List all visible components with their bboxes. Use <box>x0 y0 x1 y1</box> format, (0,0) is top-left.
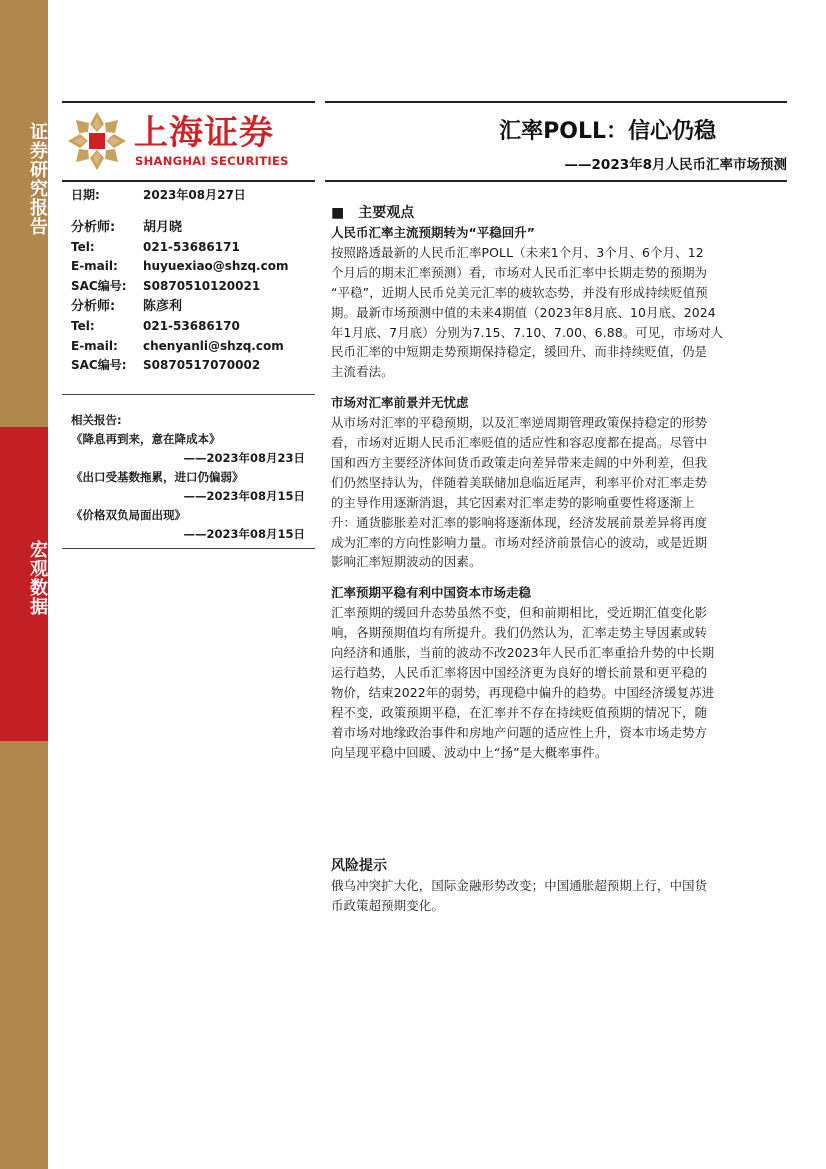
paragraph-line: 升：通货膨胀差对汇率的影响将逐渐体现，经济发展前景差异将再度 <box>331 514 708 530</box>
related-reports-heading: 相关报告: <box>71 413 122 427</box>
subsection-heading: 人民币汇率主流预期转为“平稳回升” <box>331 225 535 240</box>
tel-value: 021-53686171 <box>143 239 240 254</box>
tel-label: Tel: <box>71 318 95 333</box>
analyst-label: 分析师: <box>71 298 116 314</box>
section-title: ■ 主要观点 <box>331 205 415 221</box>
paragraph-line: 成为汇率的方向性影响力量。市场对经济前景信心的波动，或是近期 <box>331 534 708 550</box>
paragraph-line: 着市场对地缘政治事件和房地产问题的适应性上升，资本市场走势方 <box>331 724 708 740</box>
email-row <box>71 257 311 277</box>
analyst-name: 胡月晓 <box>143 219 183 235</box>
analyst-row <box>71 218 311 238</box>
report-title: 汇率POLL：信心仍稳 <box>499 119 716 144</box>
related-report-title[interactable]: 《降息再到来，意在降成本》 <box>71 432 221 446</box>
logo-english-name: SHANGHAI SECURITIES <box>135 154 289 168</box>
date-value: 2023年08月27日 <box>143 188 246 202</box>
sac-row <box>71 356 311 376</box>
paragraph-line: 影响汇率短期波动的因素。 <box>331 554 482 570</box>
divider <box>62 548 315 549</box>
related-report-title[interactable]: 《价格双负局面出现》 <box>71 508 186 522</box>
sac-row <box>71 277 311 297</box>
main-content <box>331 203 783 916</box>
tel-row <box>71 317 311 337</box>
paragraph-line: 向经济和通胀，当前的波动不改2023年人民币汇率重拾升势的中长期 <box>331 645 715 661</box>
email-link[interactable]: huyuexiao@shzq.com <box>143 259 289 274</box>
sidebar-category-label: 宏观数据 <box>27 540 48 616</box>
email-label: E-mail: <box>71 259 118 274</box>
analyst-label: 分析师: <box>71 219 116 235</box>
related-report-date: ——2023年08月23日 <box>183 451 305 465</box>
paragraph-line: 从市场对汇率的平稳预期，以及汇率逆周期管理政策保持稳定的形势 <box>331 415 708 431</box>
company-logo <box>66 110 288 172</box>
tel-label: Tel: <box>71 239 95 254</box>
divider <box>62 394 315 395</box>
report-info <box>71 186 311 376</box>
paragraph-line: 俄乌冲突扩大化，国际金融形势改变；中国通胀超预期上行，中国货 <box>331 878 708 894</box>
paragraph-line: 期。最新市场预测中值的未来4期值（2023年8月底、10月底、2024 <box>331 304 716 320</box>
analyst-name: 陈彦利 <box>143 298 183 314</box>
paragraph-line: 向呈现平稳中回暖、波动中上“扬”是大概率事件。 <box>331 744 608 760</box>
email-link[interactable]: chenyanli@shzq.com <box>143 338 284 353</box>
report-subtitle: ——2023年8月人民币汇率市场预测 <box>564 157 787 173</box>
date-row <box>71 186 311 206</box>
logo-mark-icon <box>66 110 128 172</box>
paragraph-line: “平稳”，近期人民币兑美元汇率的疲软态势，并没有形成持续贬值预 <box>331 284 708 300</box>
paragraph-line: 物价，结束2022年的弱势，再现稳中偏升的趋势。中国经济缓复苏进 <box>331 684 715 700</box>
sac-value: S0870517070002 <box>143 358 261 373</box>
divider <box>62 101 315 103</box>
email-row <box>71 337 311 357</box>
paragraph-line: 响，各期预期值均有所提升。我们仍然认为，汇率走势主导因素或转 <box>331 625 708 641</box>
paragraph-line: 们仍然坚持认为，伴随着美联储加息临近尾声，利率平价对汇率走势 <box>331 474 708 490</box>
paragraph-line: 国和西方主要经济体间货币政策走向差异带来走阔的中外利差，但我 <box>331 455 708 471</box>
paragraph-line: 汇率预期的缓回升态势虽然不变，但和前期相比，受近期汇值变化影 <box>331 605 708 621</box>
paragraph-line: 运行趋势，人民币汇率将因中国经济更为良好的增长前景和更平稳的 <box>331 665 708 681</box>
risk-paragraph <box>331 876 783 916</box>
paragraph-line: 币政策超预期变化。 <box>331 898 444 914</box>
paragraph-line: 看，市场对近期人民币汇率贬值的适应性和容忍度都在提高。尽管中 <box>331 435 708 451</box>
paragraph-line: 个月后的期末汇率预测）看，市场对人民币汇率中长期走势的预期为 <box>331 264 708 280</box>
tel-value: 021-53686170 <box>143 318 240 333</box>
tel-row <box>71 238 311 258</box>
paragraph <box>331 243 783 382</box>
sac-label: SAC编号: <box>71 279 127 294</box>
risk-heading: 风险提示 <box>331 858 387 875</box>
subsection-heading: 汇率预期平稳有利中国资本市场走稳 <box>331 585 532 601</box>
divider <box>325 180 787 182</box>
related-reports <box>71 410 305 544</box>
logo-chinese-name: 上海证券 <box>134 113 274 153</box>
paragraph-line: 民币汇率的中短期走势预期保持稳定，缓回升、而非持续贬值，仍是 <box>331 344 708 360</box>
paragraph-line: 程不变，政策预期平稳，在汇率并不存在持续贬值预期的情况下，随 <box>331 704 708 720</box>
sac-value: S0870510120021 <box>143 279 261 294</box>
related-report-title[interactable]: 《出口受基数拖累，进口仍偏弱》 <box>71 470 244 484</box>
sac-label: SAC编号: <box>71 358 127 373</box>
email-label: E-mail: <box>71 338 118 353</box>
paragraph <box>331 603 783 762</box>
paragraph-line: 年1月底、7月底）分别为7.15、7.10、7.00、6.88。可见，市场对人 <box>331 324 724 340</box>
subsection-heading: 市场对汇率前景并无忧虑 <box>331 395 469 411</box>
sidebar-report-type-label: 证券研究报告 <box>27 122 48 236</box>
paragraph-line: 主流看法。 <box>331 364 394 380</box>
analyst-row <box>71 297 311 317</box>
divider <box>325 101 787 103</box>
paragraph-line: 的主导作用逐渐消退，其它因素对汇率走势的影响重要性将逐渐上 <box>331 494 695 510</box>
paragraph <box>331 413 783 572</box>
related-report-date: ——2023年08月15日 <box>183 527 305 541</box>
divider <box>62 180 315 182</box>
date-label: 日期: <box>71 188 100 202</box>
paragraph-line: 按照路透最新的人民币汇率POLL（未来1个月、3个月、6个月、12 <box>331 245 704 260</box>
related-report-date: ——2023年08月15日 <box>183 489 305 503</box>
